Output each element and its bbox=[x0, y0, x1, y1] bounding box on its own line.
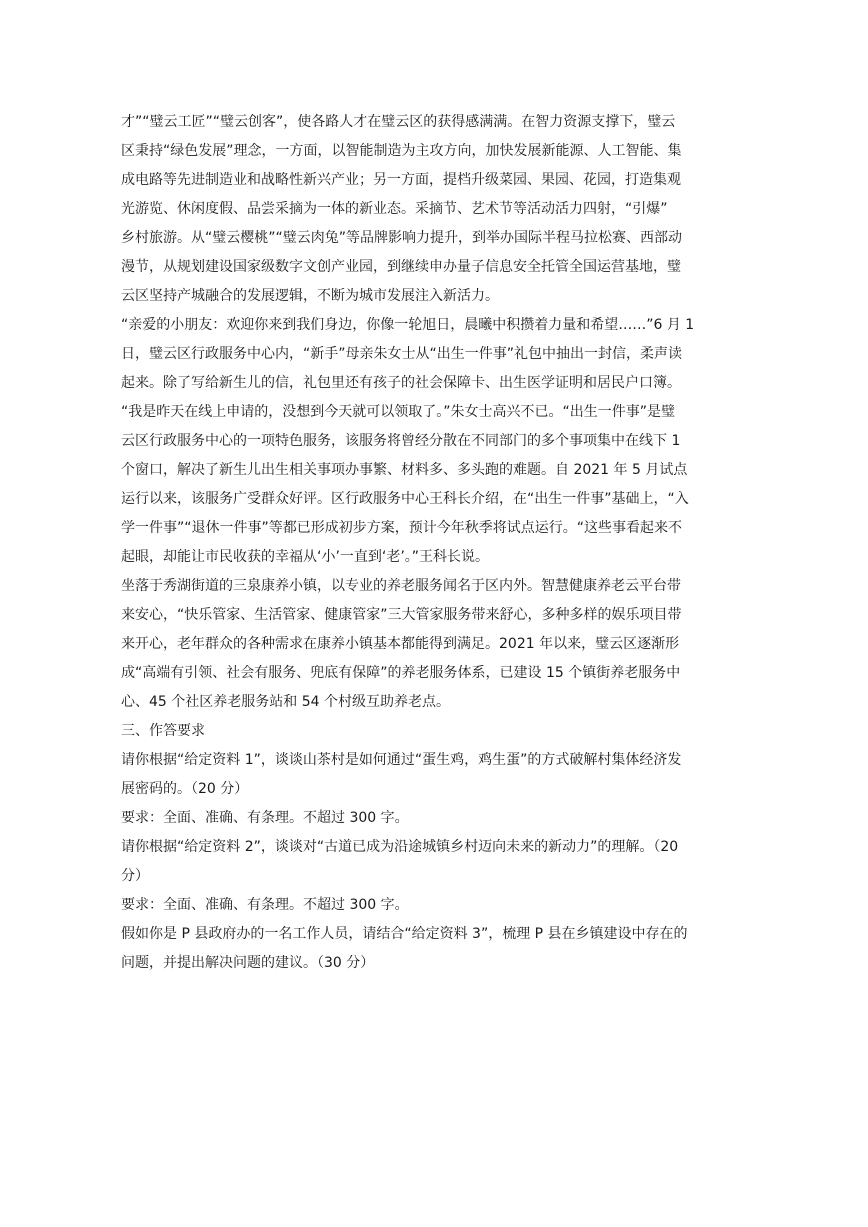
text-line: 展密码的。（20 分） bbox=[121, 781, 249, 797]
text-line: 漫节，从规划建设国家级数字文创产业园，到继续申办量子信息安全托管全国运营基地，璧 bbox=[121, 259, 681, 275]
text-line: 请你根据“给定资料 1”，谈谈山茶村是如何通过“蛋生鸡，鸡生蛋”的方式破解村集体经济发 bbox=[121, 752, 682, 768]
text-line: 心、45 个社区养老服务站和 54 个村级互助养老点。 bbox=[121, 694, 450, 710]
text-line: 成“高端有引领、社会有服务、兜底有保障”的养老服务体系，已建设 15 个镇街养老服务中 bbox=[121, 665, 681, 681]
text-line: 学一件事”“退休一件事”等都已形成初步方案，预计今年秋季将试点运行。“这些事看起来不 bbox=[121, 520, 683, 536]
text-line: 起来。除了写给新生儿的信，礼包里还有孩子的社会保障卡、出生医学证明和居民户口簿。 bbox=[121, 375, 681, 391]
text-line: 请你根据“给定资料 2”，谈谈对“古道已成为沿途城镇乡村迈向未来的新动力”的理解。（20 bbox=[121, 839, 679, 855]
text-line: 来安心，“快乐管家、生活管家、健康管家”三大管家服务带来舒心，多种多样的娱乐项目带 bbox=[121, 607, 682, 623]
text-line: 云区行政服务中心的一项特色服务，该服务将曾经分散在不同部门的多个事项集中在线下 1 bbox=[121, 433, 681, 449]
text-line: 来开心，老年群众的各种需求在康养小镇基本都能得到满足。2021 年以来，璧云区逐渐形 bbox=[121, 636, 680, 652]
text-line: “亲爱的小朋友：欢迎你来到我们身边，你像一轮旭日，晨曦中积攒着力量和希望……”6 月 1 bbox=[121, 317, 695, 333]
text-line: 坐落于秀湖街道的三泉康养小镇，以专业的养老服务闻名于区内外。智慧健康养老云平台带 bbox=[121, 578, 681, 594]
text-line: 运行以来，该服务广受群众好评。区行政服务中心王科长介绍，在“出生一件事”基础上，“入 bbox=[121, 491, 689, 507]
text-line: 乡村旅游。从“璧云樱桃”“璧云肉兔”等品牌影响力提升，到举办国际半程马拉松赛、西部动 bbox=[121, 230, 683, 246]
text-line: 要求：全面、准确、有条理。不超过 300 字。 bbox=[121, 897, 409, 913]
text-line: 个窗口，解决了新生儿出生相关事项办事繁、材料多、多头跑的难题。自 2021 年 5 月试点 bbox=[121, 462, 688, 478]
text-line: 日，璧云区行政服务中心内，“新手”母亲朱女士从“出生一件事”礼包中抽出一封信，柔声读 bbox=[121, 346, 683, 362]
text-line: 要求：全面、准确、有条理。不超过 300 字。 bbox=[121, 810, 409, 826]
text-line: 云区坚持产城融合的发展逻辑，不断为城市发展注入新活力。 bbox=[121, 288, 499, 304]
text-line: 成电路等先进制造业和战略性新兴产业；另一方面，提档升级菜园、果园、花园，打造集观 bbox=[121, 172, 681, 188]
text-line: 问题，并提出解决问题的建议。（30 分） bbox=[121, 955, 375, 971]
text-line: “我是昨天在线上申请的，没想到今天就可以领取了。”朱女士高兴不已。“出生一件事”是璧 bbox=[121, 404, 676, 420]
text-line: 区秉持“绿色发展”理念，一方面，以智能制造为主攻方向，加快发展新能源、人工智能、集 bbox=[121, 143, 682, 159]
text-line: 三、作答要求 bbox=[121, 723, 205, 739]
text-line: 分） bbox=[121, 868, 149, 884]
text-line: 才”“璧云工匠”“璧云创客”，使各路人才在璧云区的获得感满满。在智力资源支撑下，璧云 bbox=[121, 114, 676, 130]
text-line: 假如你是 P 县政府办的一名工作人员，请结合“给定资料 3”，梳理 P 县在乡镇建设中存在的 bbox=[121, 926, 688, 942]
text-line: 光游览、休闲度假、品尝采摘为一体的新业态。采摘节、艺术节等活动活力四射，“引爆” bbox=[121, 201, 668, 217]
text-line: 起眼，却能让市民收获的幸福从‘小’一直到‘老’。”王科长说。 bbox=[121, 549, 490, 565]
document-body bbox=[121, 108, 793, 978]
